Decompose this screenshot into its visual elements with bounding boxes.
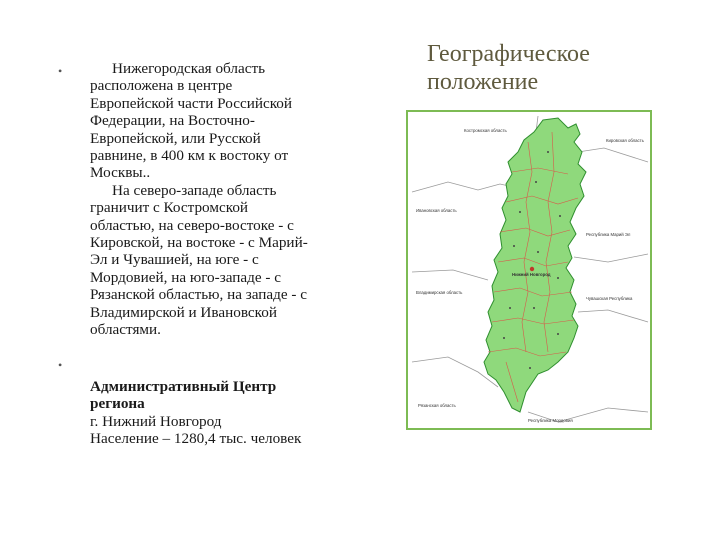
admin-heading: Административный Центр (90, 378, 277, 395)
slide-title (427, 40, 677, 96)
intro-line: расположена в центре (90, 77, 233, 95)
admin-heading: региона (90, 395, 145, 413)
admin-city: г. Нижний Новгород (90, 412, 222, 430)
intro-line: Федерации, на Восточно- (90, 112, 255, 130)
border-line: На северо-западе область (112, 181, 277, 199)
border-line: граничит с Костромской (90, 199, 249, 217)
center-city-marker (530, 267, 534, 271)
location-paragraph (90, 60, 380, 339)
border-line: Кировской, на востоке - с Марий- (90, 234, 308, 252)
intro-line: Москвы.. (90, 164, 151, 182)
neighbor-label-ryazan: Рязанская область (418, 403, 456, 408)
bullet-marker: • (58, 358, 63, 372)
border-line: Эл и Чувашией, на юге - с (90, 251, 259, 269)
intro-line: Нижегородская область (112, 60, 266, 77)
region-shape (484, 118, 586, 412)
neighbor-label-mari: Республика Марий Эл (586, 232, 631, 237)
bullet-marker: • (58, 64, 63, 78)
region-map-svg (408, 112, 650, 428)
border-line: областью, на северо-востоке - с (90, 216, 294, 234)
border-line: областями. (90, 321, 161, 339)
border-line: Рязанской областью, на западе - с (90, 286, 308, 304)
intro-line: Европейской, или Русской (90, 129, 261, 147)
neighbor-label-kostroma: Костромская область (464, 128, 507, 133)
region-map (406, 110, 652, 430)
center-city-label: Нижний Новгород (512, 272, 551, 277)
intro-line: равнине, в 400 км к востоку от (90, 147, 289, 165)
intro-line: Европейской части Российской (90, 94, 293, 112)
admin-population: Население – 1280,4 тыс. человек (90, 430, 302, 448)
neighbor-label-vladimir: Владимирская область (416, 290, 463, 295)
neighbor-label-mordovia: Республика Мордовия (528, 418, 573, 423)
slide-title-line2: положение (427, 69, 539, 95)
border-line: Владимирской и Ивановской (90, 303, 277, 321)
slide-title-line1: Географическое (427, 41, 590, 67)
neighbor-label-kirov: Кировская область (606, 138, 644, 143)
admin-paragraph (90, 378, 380, 448)
neighbor-label-ivanovo: Ивановская область (416, 208, 457, 213)
border-line: Мордовией, на юго-западе - с (90, 268, 281, 286)
neighbor-label-chuvash: Чувашская Республика (586, 296, 633, 301)
